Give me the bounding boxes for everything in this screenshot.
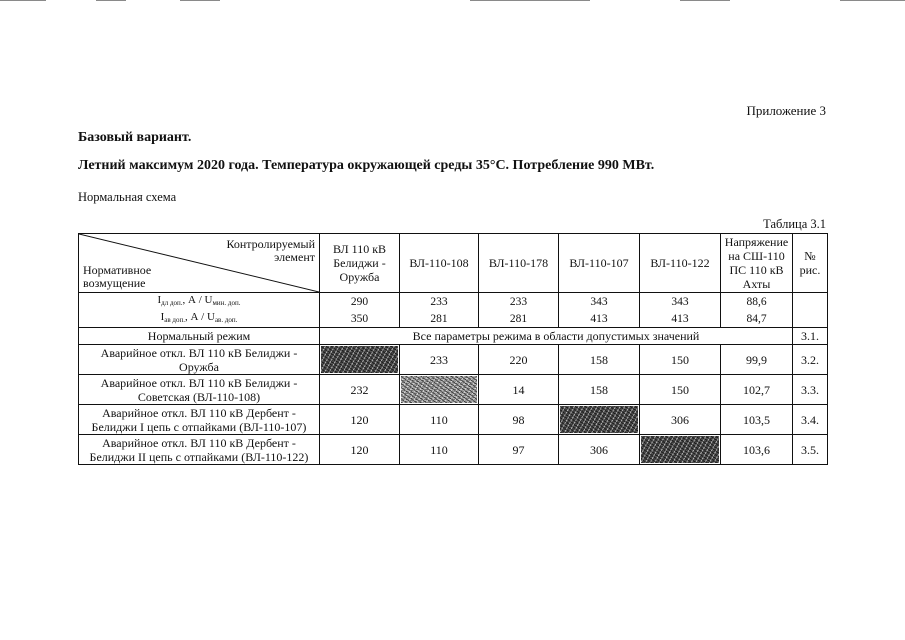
scheme-note: Нормальная схема [78, 190, 177, 204]
fig-number: 3.1. [793, 328, 828, 345]
table-cell: 233 [400, 345, 479, 375]
limit-row-emergency [79, 310, 828, 328]
normal-mode-message: Все параметры режима в области допустимых значений [320, 328, 793, 345]
fig-number: 3.2. [793, 345, 828, 375]
fig-number: 3.5. [793, 435, 828, 465]
mode-label: Нормальный режим [79, 328, 320, 345]
results-table [78, 233, 828, 465]
table-header-row [79, 234, 828, 293]
table-cell: 98 [479, 405, 559, 435]
limit-value: 290 [320, 293, 400, 311]
table-cell: 103,6 [721, 435, 793, 465]
table-cell: 120 [320, 435, 400, 465]
fig-number: 3.4. [793, 405, 828, 435]
limit-value: 281 [479, 310, 559, 328]
limit-value: 350 [320, 310, 400, 328]
corner-cell [79, 234, 320, 293]
column-header: № рис. [793, 234, 828, 293]
fig-cell [793, 293, 828, 311]
table-row [79, 375, 828, 405]
column-header: ВЛ-110-107 [559, 234, 640, 293]
corner-bottom-label: Нормативное возмущение [83, 263, 152, 290]
limit-label: $I_{дл доп.}$, А / $U_{мин. доп.}$ [79, 293, 320, 311]
disconnected-element-cell [320, 345, 400, 375]
limit-value: 343 [559, 293, 640, 311]
column-header: ВЛ-110-108 [400, 234, 479, 293]
limit-value: 413 [640, 310, 721, 328]
table-cell: 14 [479, 375, 559, 405]
disconnected-element-cell [640, 435, 721, 465]
limit-row-long-term [79, 293, 828, 311]
table-cell: 150 [640, 345, 721, 375]
mode-label: Аварийное откл. ВЛ 110 кВ Белиджи - Оружба [79, 345, 320, 375]
fig-cell [793, 310, 828, 328]
table-cell: 102,7 [721, 375, 793, 405]
limit-value: 88,6 [721, 293, 793, 311]
scan-top-edge [0, 0, 905, 2]
heading-variant: Базовый вариант. [78, 130, 192, 145]
limit-value: 413 [559, 310, 640, 328]
column-header: ВЛ-110-178 [479, 234, 559, 293]
fig-number: 3.3. [793, 375, 828, 405]
column-header: Напряжение на СШ-110 ПС 110 кВ Ахты [721, 234, 793, 293]
disconnected-element-cell [400, 375, 479, 405]
table-cell: 306 [559, 435, 640, 465]
table-cell: 158 [559, 345, 640, 375]
table-cell: 232 [320, 375, 400, 405]
normal-mode-row [79, 328, 828, 345]
limit-value: 281 [400, 310, 479, 328]
heading-conditions: Летний максимум 2020 года. Температура окружающей среды 35°С. Потребление 990 МВт. [78, 158, 655, 173]
mode-label: Аварийное откл. ВЛ 110 кВ Дербент - Белиджи II цепь с отпайками (ВЛ-110-122) [79, 435, 320, 465]
mode-label: Аварийное откл. ВЛ 110 кВ Дербент - Белиджи I цепь с отпайками (ВЛ-110-107) [79, 405, 320, 435]
corner-top-label: Контролируемый элемент [226, 237, 315, 264]
table-cell: 158 [559, 375, 640, 405]
limit-value: 84,7 [721, 310, 793, 328]
limit-value: 343 [640, 293, 721, 311]
table-cell: 97 [479, 435, 559, 465]
table-cell: 220 [479, 345, 559, 375]
table-row [79, 345, 828, 375]
table-cell: 103,5 [721, 405, 793, 435]
table-caption: Таблица 3.1 [763, 217, 826, 231]
disconnected-element-cell [559, 405, 640, 435]
table-cell: 150 [640, 375, 721, 405]
limit-value: 233 [479, 293, 559, 311]
mode-label: Аварийное откл. ВЛ 110 кВ Белиджи - Советская (ВЛ-110-108) [79, 375, 320, 405]
limit-label: $I_{ав доп.}$, А / $U_{ав. доп.}$ [79, 310, 320, 328]
table-cell: 120 [320, 405, 400, 435]
table-row [79, 405, 828, 435]
column-header: ВЛ 110 кВ Белиджи - Оружба [320, 234, 400, 293]
limit-value: 233 [400, 293, 479, 311]
column-header: ВЛ-110-122 [640, 234, 721, 293]
table-cell: 110 [400, 435, 479, 465]
table-cell: 99,9 [721, 345, 793, 375]
table-cell: 306 [640, 405, 721, 435]
table-row [79, 435, 828, 465]
table-cell: 110 [400, 405, 479, 435]
appendix-label: Приложение 3 [746, 103, 826, 118]
